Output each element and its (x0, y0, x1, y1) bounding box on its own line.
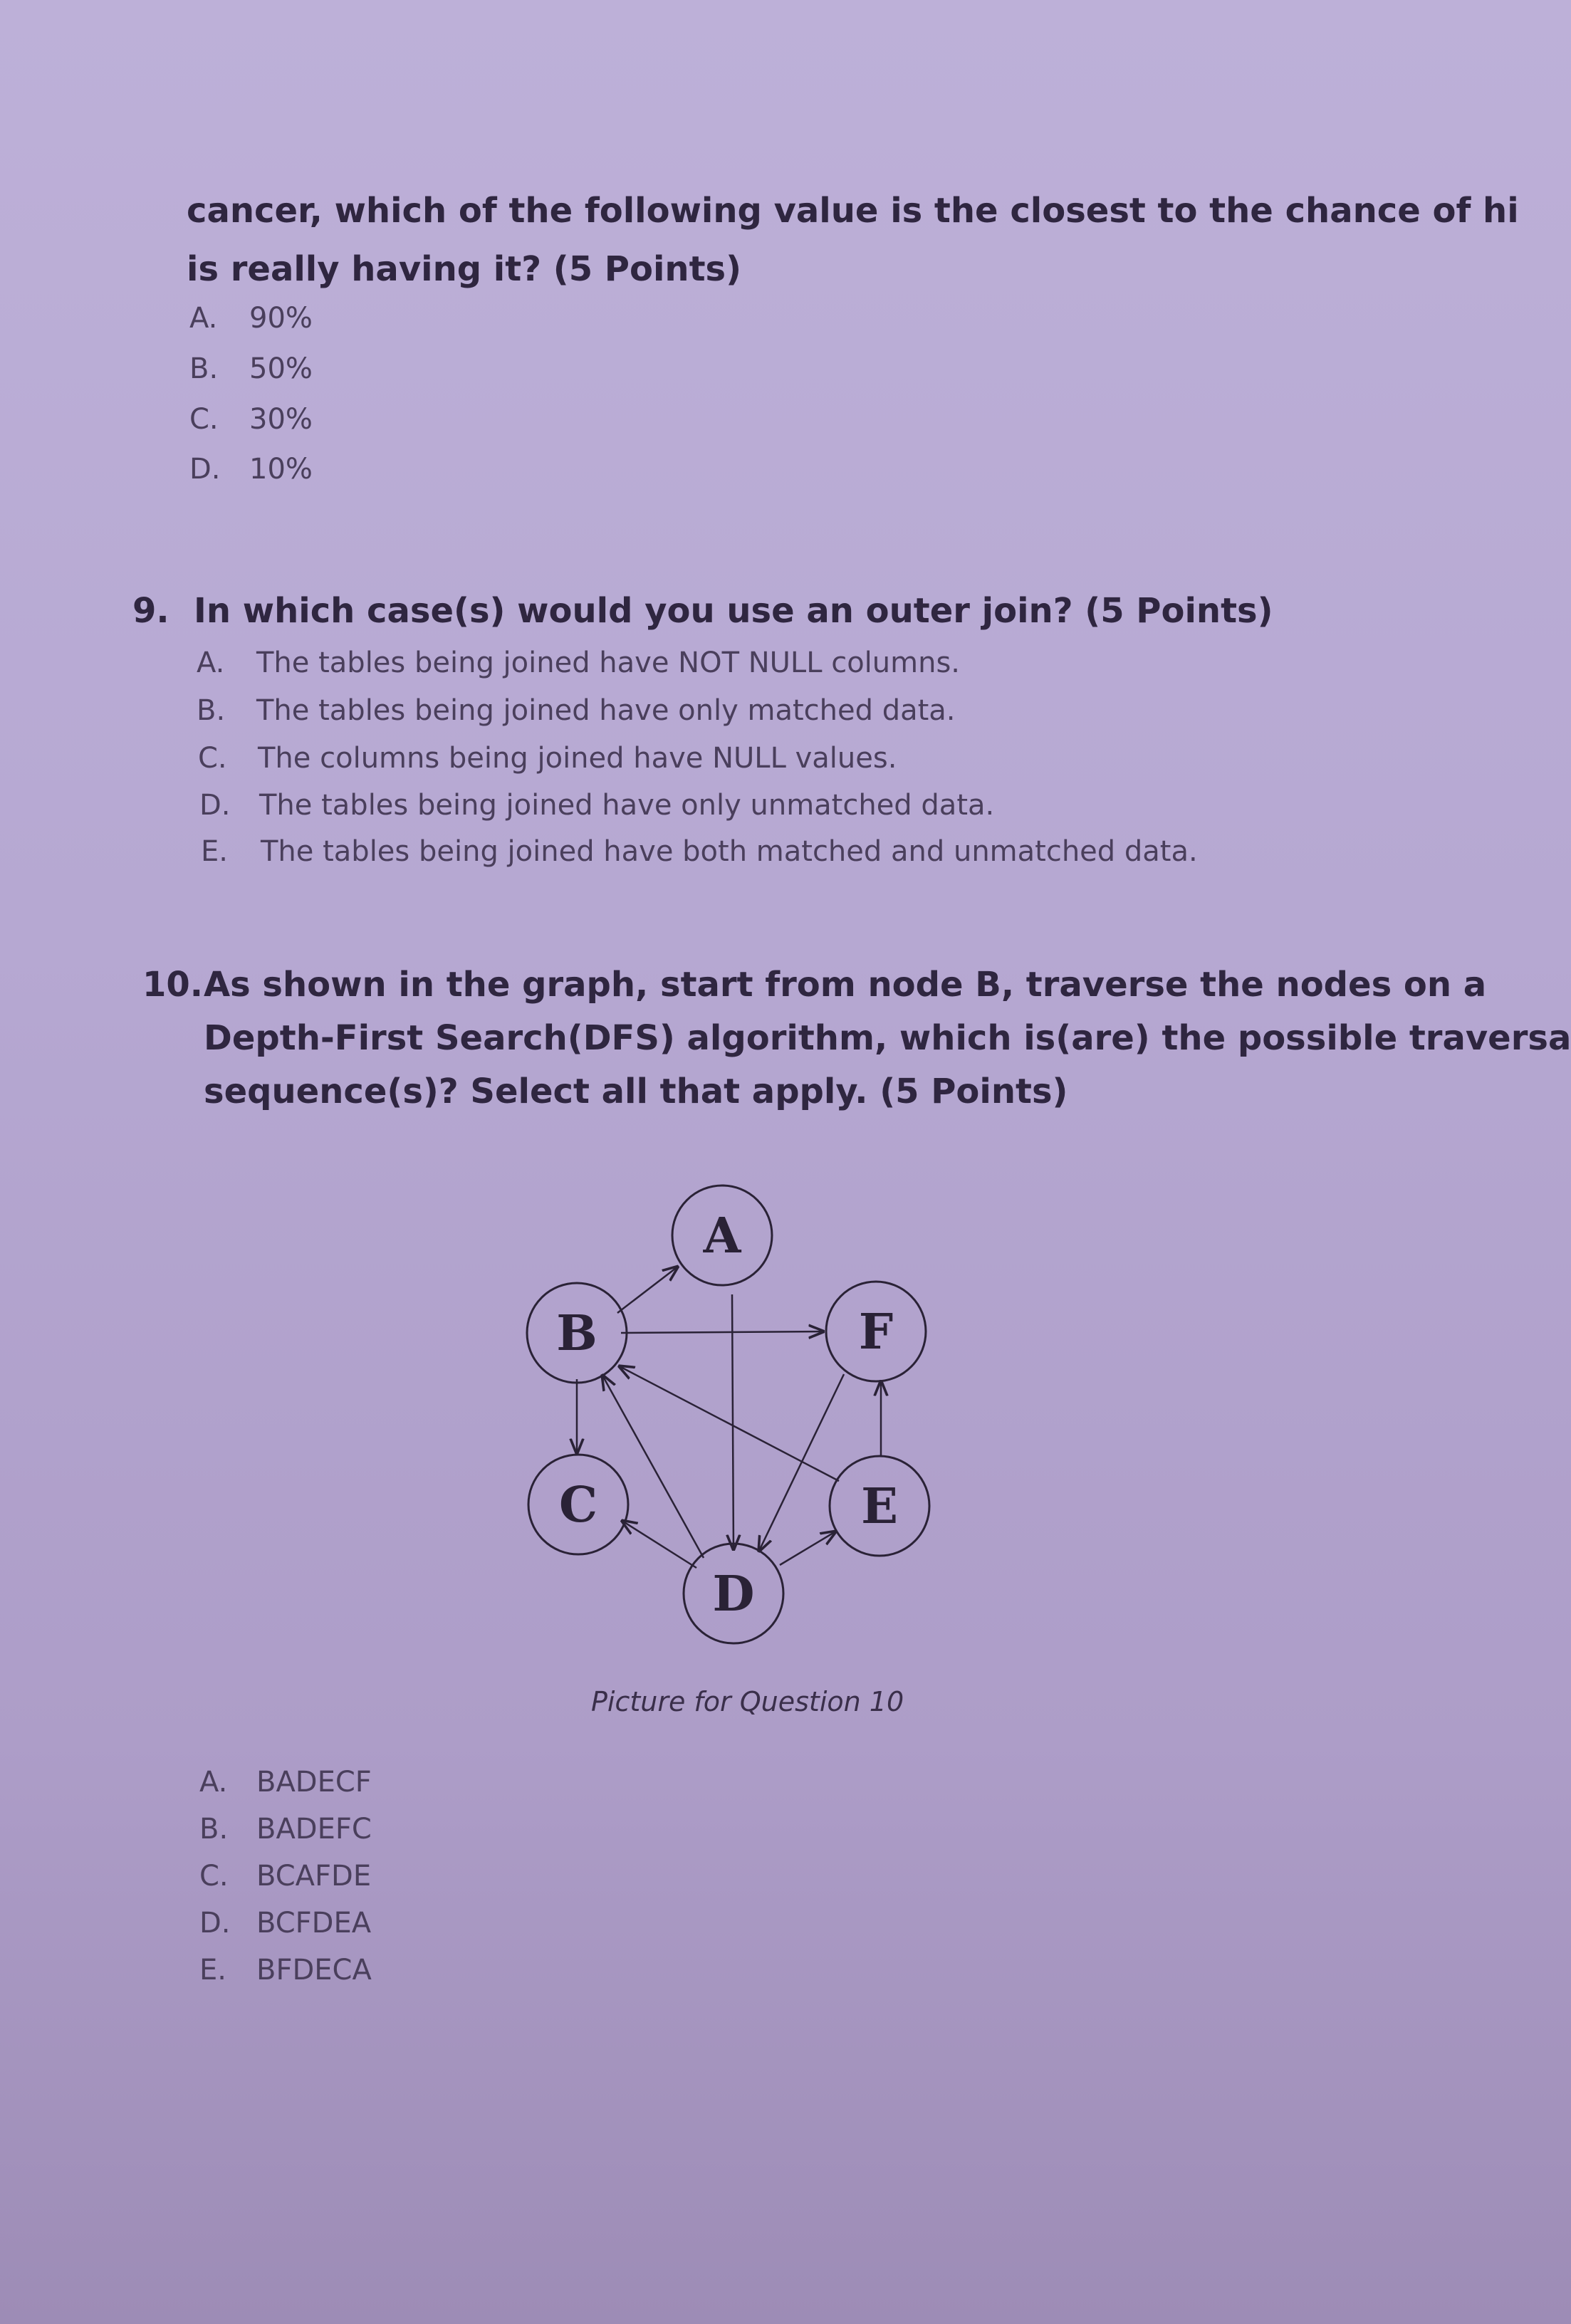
option-letter: A. (199, 1766, 228, 1799)
node-b (527, 1283, 627, 1383)
node-e (830, 1456, 929, 1556)
figure-caption: Picture for Question 10 (591, 1686, 904, 1717)
option-letter: D. (199, 789, 231, 822)
option-letter: E. (201, 835, 228, 868)
option-letter: D. (189, 453, 221, 486)
q9-text: In which case(s) would you use an outer join? (5 Points) (194, 591, 1273, 631)
option-letter: B. (199, 1813, 229, 1846)
q10-text-line2: Depth-First Search(DFS) algorithm, which is(are) the possible traversa (204, 1018, 1571, 1058)
edge-b-f (621, 1331, 825, 1333)
node-f (826, 1282, 926, 1381)
edge-d-c (621, 1520, 696, 1568)
q8-option-a (189, 302, 313, 335)
edge-d-e (780, 1531, 837, 1565)
option-letter: C. (198, 742, 227, 775)
node-b-label: B (556, 1305, 597, 1362)
node-d (684, 1544, 783, 1643)
node-a-label: A (703, 1208, 741, 1265)
q10-option-a (199, 1766, 372, 1799)
option-text: The tables being joined have only matched data. (256, 694, 956, 727)
option-text: BCFDEA (256, 1907, 372, 1940)
option-text: BCAFDE (256, 1860, 372, 1893)
q9-option-e (201, 835, 1198, 868)
option-letter: C. (199, 1860, 229, 1893)
q8-text-line2: is really having it? (5 Points) (187, 249, 742, 289)
q10-text-line1: As shown in the graph, start from node B, traverse the nodes on a (204, 965, 1487, 1005)
q10-text-line3: sequence(s)? Select all that apply. (5 Points) (204, 1072, 1068, 1111)
q10-option-b (199, 1813, 372, 1846)
option-letter: D. (199, 1907, 231, 1940)
q10-option-d (199, 1907, 371, 1940)
option-letter: A. (197, 647, 225, 679)
option-text: BADECF (256, 1766, 372, 1799)
q9-option-d (199, 789, 994, 822)
dfs-graph (499, 1175, 954, 1659)
edge-f-d (758, 1374, 844, 1552)
q9-option-b (197, 694, 956, 727)
option-letter: B. (197, 694, 226, 727)
q8-option-b (189, 352, 313, 385)
q9-option-c (198, 742, 897, 775)
option-text: 30% (249, 403, 313, 436)
option-text: BADEFC (256, 1813, 372, 1846)
node-a (672, 1185, 772, 1285)
option-text: The tables being joined have NOT NULL columns. (256, 647, 961, 679)
option-letter: B. (189, 352, 219, 385)
option-text: 50% (249, 352, 313, 385)
q8-option-c (189, 403, 313, 436)
q9-number: 9. (132, 591, 169, 631)
node-e-label: E (861, 1478, 898, 1535)
option-letter: A. (189, 302, 218, 335)
node-c (528, 1455, 628, 1554)
node-d-label: D (712, 1566, 755, 1623)
option-text: The columns being joined have NULL values. (258, 742, 897, 775)
option-text: 90% (249, 302, 313, 335)
q10-number: 10. (142, 965, 204, 1005)
q10-option-c (199, 1860, 371, 1893)
option-text: The tables being joined have only unmatched data. (259, 789, 995, 822)
q8-option-d (189, 453, 313, 486)
option-text: 10% (249, 453, 313, 486)
node-c-label: C (558, 1477, 598, 1534)
q9-option-a (197, 647, 960, 679)
option-letter: E. (199, 1954, 226, 1987)
option-text: The tables being joined have both matched and unmatched data. (261, 835, 1198, 868)
edge-b-a (617, 1266, 679, 1313)
option-letter: C. (189, 403, 219, 436)
q8-text-line1: cancer, which of the following value is the closest to the chance of hi (187, 191, 1519, 231)
q10-option-e (199, 1954, 372, 1987)
node-f-label: F (858, 1304, 894, 1361)
q9-question (132, 591, 1273, 631)
option-text: BFDECA (256, 1954, 372, 1987)
